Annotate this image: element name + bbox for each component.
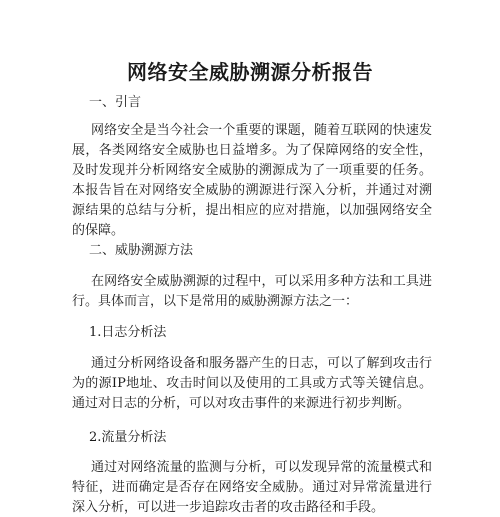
paragraph-introduction: 网络安全是当今社会一个重要的课题，随着互联网的快速发展，各类网络安全威胁也日益增多。为了保障网络的安全性，及时发现并分析网络安全威胁的溯源成为了一项重要的任务。本报告旨在对网络安全威胁的溯源进行深入分析，并通过对溯源结果的总结与分析，提出相应的应对措施，以加强网络安全的保障。 bbox=[72, 123, 432, 238]
paragraph-log-analysis: 通过分析网络设备和服务器产生的日志，可以了解到攻击行为的源IP地址、攻击时间以及使用的工具或方式等关键信息。通过对日志的分析，可以对攻击事件的来源进行初步判断。 bbox=[72, 356, 432, 411]
section-heading-methods: 二、威胁溯源方法 bbox=[89, 243, 194, 258]
section-heading-introduction: 一、引言 bbox=[89, 95, 142, 110]
subheading-log-analysis: 1.日志分析法 bbox=[89, 325, 167, 340]
subheading-traffic-analysis: 2.流量分析法 bbox=[89, 430, 167, 445]
paragraph-methods-intro: 在网络安全威胁溯源的过程中，可以采用多种方法和工具进行。具体而言，以下是常用的威胁溯源方法之一： bbox=[72, 274, 432, 309]
paragraph-traffic-analysis: 通过对网络流量的监测与分析，可以发现异常的流量模式和特征，进而确定是否存在网络安全威胁。通过对异常流量进行深入分析，可以进一步追踪攻击者的攻击路径和手段。 bbox=[72, 460, 432, 515]
document-title: 网络安全威胁溯源分析报告 bbox=[127, 60, 373, 84]
